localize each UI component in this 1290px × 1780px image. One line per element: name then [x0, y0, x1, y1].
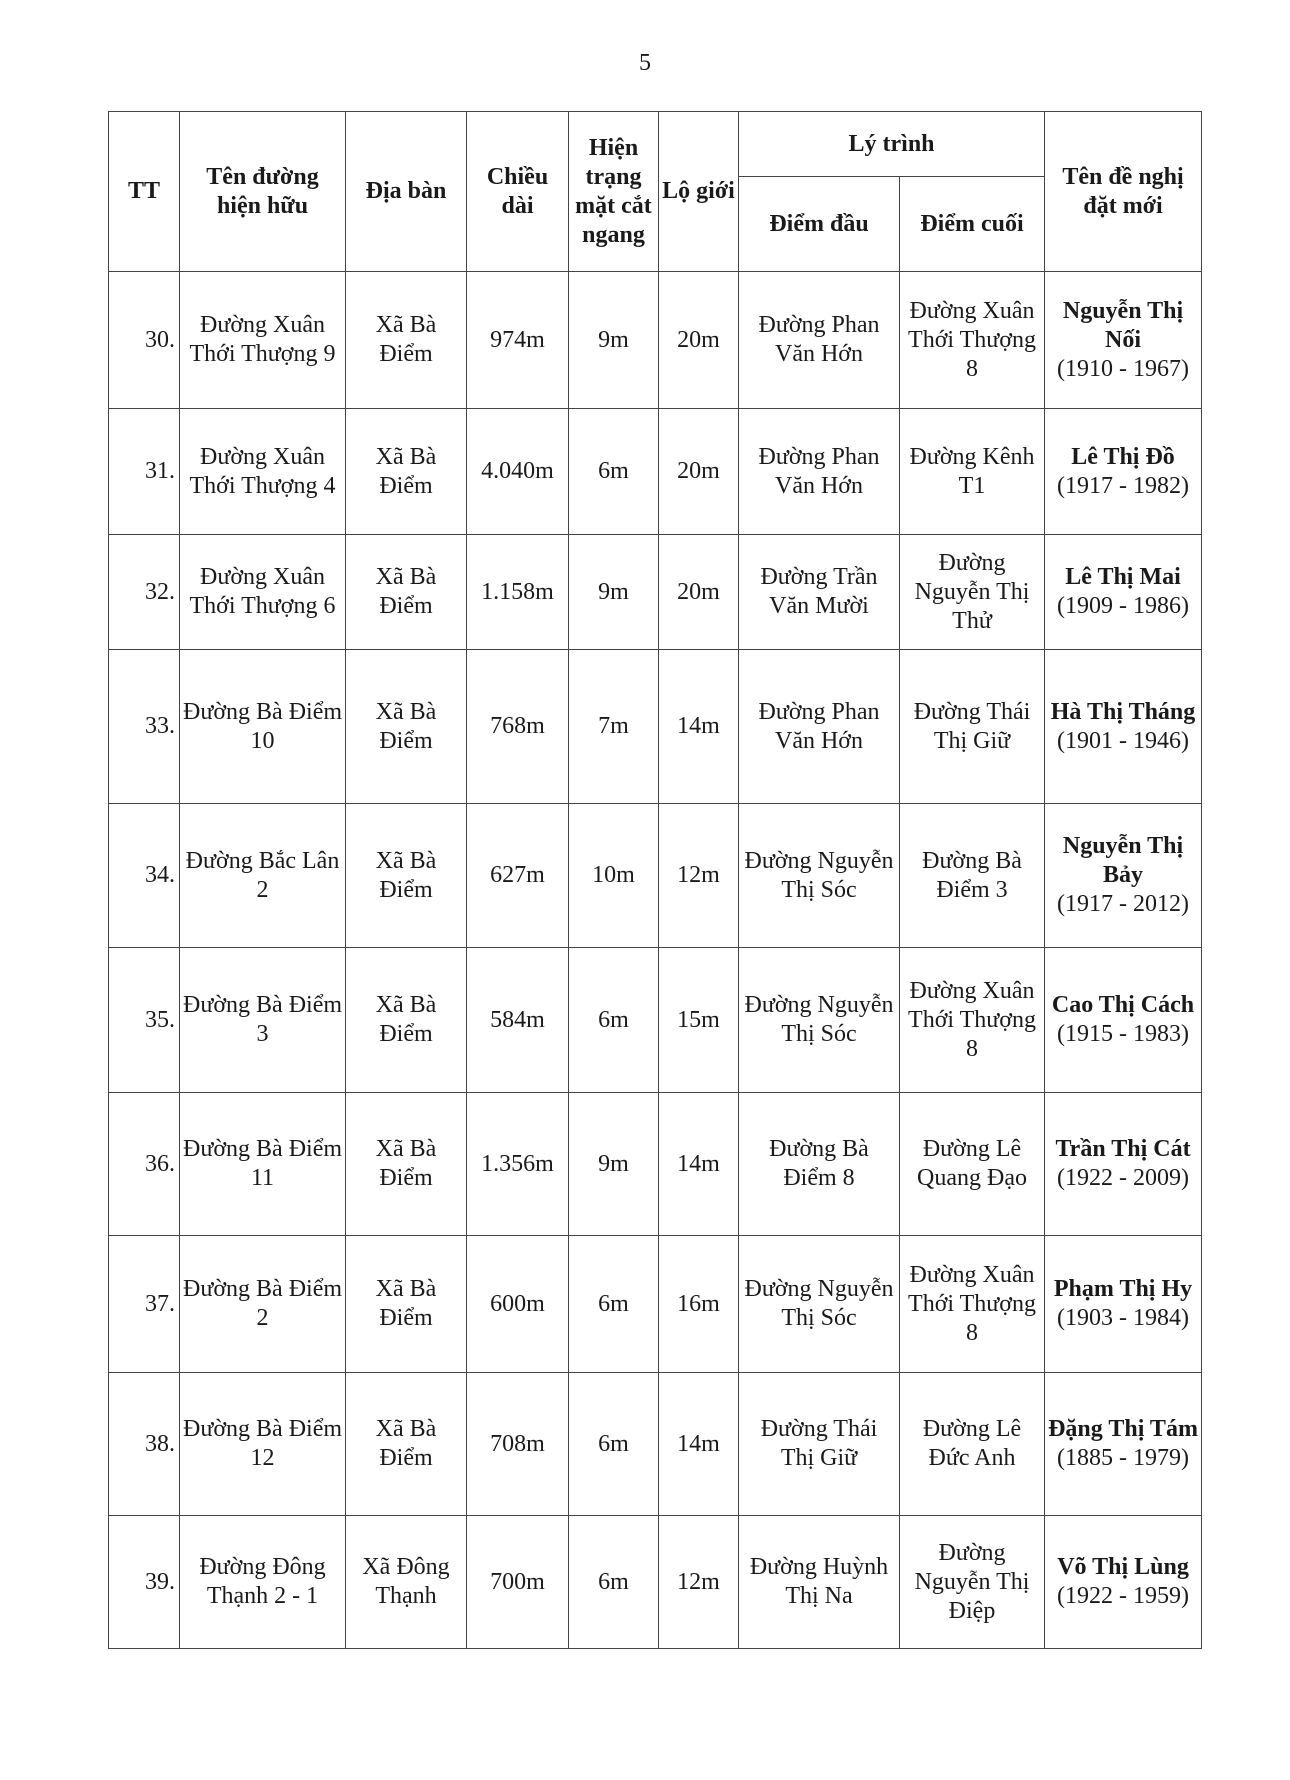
row-start-point: Đường Bà Điểm 8 [739, 1093, 900, 1236]
row-cross-section: 6m [569, 948, 659, 1093]
row-road: Đường Xuân Thới Thượng 6 [180, 535, 346, 650]
table-row [109, 1516, 1202, 1649]
row-new-name-cell [1045, 650, 1202, 804]
row-road: Đường Xuân Thới Thượng 9 [180, 272, 346, 409]
row-area: Xã Bà Điểm [346, 948, 467, 1093]
row-new-name-cell [1045, 272, 1202, 409]
table-row [109, 409, 1202, 535]
row-cross-section: 7m [569, 650, 659, 804]
row-area: Xã Bà Điểm [346, 535, 467, 650]
row-new-name: Lê Thị Mai [1065, 564, 1181, 590]
row-new-name-cell [1045, 1236, 1202, 1373]
header-diem-cuoi: Điểm cuối [900, 177, 1045, 272]
row-length: 768m [467, 650, 569, 804]
row-tt: 37. [109, 1236, 180, 1373]
row-years: (1909 - 1986) [1057, 593, 1189, 619]
row-tt: 33. [109, 650, 180, 804]
header-ten-duong: Tên đường hiện hữu [180, 112, 346, 272]
row-length: 1.158m [467, 535, 569, 650]
row-road-width: 20m [659, 409, 739, 535]
row-start-point: Đường Nguyễn Thị Sóc [739, 804, 900, 948]
row-end-point: Đường Nguyễn Thị Thử [900, 535, 1045, 650]
table-row [109, 650, 1202, 804]
row-road: Đường Xuân Thới Thượng 4 [180, 409, 346, 535]
table-row [109, 1373, 1202, 1516]
row-new-name: Trần Thị Cát [1055, 1136, 1191, 1162]
row-end-point: Đường Xuân Thới Thượng 8 [900, 948, 1045, 1093]
row-area: Xã Bà Điểm [346, 1373, 467, 1516]
table-row [109, 948, 1202, 1093]
row-new-name: Võ Thị Lùng [1057, 1554, 1189, 1580]
row-road-width: 16m [659, 1236, 739, 1373]
table-row [109, 1093, 1202, 1236]
row-road: Đường Bà Điểm 3 [180, 948, 346, 1093]
row-new-name-cell [1045, 948, 1202, 1093]
table-body [109, 272, 1202, 1649]
street-naming-table [108, 111, 1202, 1649]
row-new-name-cell [1045, 1516, 1202, 1649]
row-start-point: Đường Nguyễn Thị Sóc [739, 1236, 900, 1373]
row-years: (1885 - 1979) [1057, 1445, 1189, 1471]
row-tt: 34. [109, 804, 180, 948]
row-start-point: Đường Nguyễn Thị Sóc [739, 948, 900, 1093]
row-start-point: Đường Phan Văn Hớn [739, 650, 900, 804]
row-start-point: Đường Thái Thị Giữ [739, 1373, 900, 1516]
header-chieu-dai: Chiều dài [467, 112, 569, 272]
row-cross-section: 9m [569, 535, 659, 650]
row-new-name-cell [1045, 535, 1202, 650]
row-new-name: Nguyễn Thị Nối [1062, 297, 1184, 353]
row-road-width: 12m [659, 1516, 739, 1649]
row-start-point: Đường Trần Văn Mười [739, 535, 900, 650]
row-area: Xã Bà Điểm [346, 804, 467, 948]
row-road: Đường Đông Thạnh 2 - 1 [180, 1516, 346, 1649]
row-years: (1922 - 1959) [1057, 1583, 1189, 1609]
row-tt: 31. [109, 409, 180, 535]
row-new-name-cell [1045, 804, 1202, 948]
row-area: Xã Bà Điểm [346, 1093, 467, 1236]
row-end-point: Đường Xuân Thới Thượng 8 [900, 1236, 1045, 1373]
row-tt: 35. [109, 948, 180, 1093]
row-road: Đường Bà Điểm 12 [180, 1373, 346, 1516]
row-road-width: 14m [659, 1373, 739, 1516]
row-new-name-cell [1045, 409, 1202, 535]
row-new-name: Nguyễn Thị Bảy [1062, 833, 1184, 888]
row-start-point: Đường Phan Văn Hớn [739, 409, 900, 535]
row-cross-section: 10m [569, 804, 659, 948]
row-new-name: Hà Thị Tháng [1050, 698, 1196, 725]
page-number: 5 [639, 50, 651, 76]
row-years: (1917 - 2012) [1057, 891, 1189, 917]
row-cross-section: 6m [569, 1373, 659, 1516]
row-new-name: Đặng Thị Tám [1048, 1416, 1198, 1442]
row-road-width: 15m [659, 948, 739, 1093]
row-road-width: 12m [659, 804, 739, 948]
row-length: 584m [467, 948, 569, 1093]
row-tt: 38. [109, 1373, 180, 1516]
row-years: (1910 - 1967) [1057, 355, 1189, 382]
row-road: Đường Bà Điểm 10 [180, 650, 346, 804]
row-road-width: 14m [659, 650, 739, 804]
header-ly-trinh: Lý trình [739, 112, 1045, 177]
header-lo-gioi: Lộ giới [659, 112, 739, 272]
row-years: (1915 - 1983) [1057, 1021, 1189, 1047]
row-road-width: 20m [659, 272, 739, 409]
row-new-name: Lê Thị Đồ [1071, 443, 1175, 470]
row-length: 1.356m [467, 1093, 569, 1236]
row-road: Đường Bắc Lân 2 [180, 804, 346, 948]
row-tt: 39. [109, 1516, 180, 1649]
row-area: Xã Đông Thạnh [346, 1516, 467, 1649]
row-length: 4.040m [467, 409, 569, 535]
row-area: Xã Bà Điểm [346, 272, 467, 409]
header-ten-de-nghi: Tên đề nghị đặt mới [1045, 112, 1202, 272]
table-row [109, 272, 1202, 409]
row-new-name-cell [1045, 1373, 1202, 1516]
row-end-point: Đường Lê Đức Anh [900, 1373, 1045, 1516]
row-road: Đường Bà Điểm 11 [180, 1093, 346, 1236]
table-row [109, 535, 1202, 650]
row-new-name: Cao Thị Cách [1051, 992, 1195, 1018]
header-dia-ban: Địa bàn [346, 112, 467, 272]
row-years: (1903 - 1984) [1057, 1305, 1189, 1331]
row-area: Xã Bà Điểm [346, 409, 467, 535]
row-cross-section: 9m [569, 1093, 659, 1236]
row-cross-section: 9m [569, 272, 659, 409]
row-cross-section: 6m [569, 1236, 659, 1373]
row-road: Đường Bà Điểm 2 [180, 1236, 346, 1373]
row-end-point: Đường Nguyễn Thị Điệp [900, 1516, 1045, 1649]
row-years: (1917 - 1982) [1057, 472, 1189, 499]
row-tt: 36. [109, 1093, 180, 1236]
row-tt: 32. [109, 535, 180, 650]
row-area: Xã Bà Điểm [346, 650, 467, 804]
row-end-point: Đường Xuân Thới Thượng 8 [900, 272, 1045, 409]
header-hien-trang: Hiện trạng mặt cắt ngang [569, 112, 659, 272]
row-end-point: Đường Bà Điểm 3 [900, 804, 1045, 948]
row-road-width: 20m [659, 535, 739, 650]
row-length: 627m [467, 804, 569, 948]
row-length: 974m [467, 272, 569, 409]
row-years: (1901 - 1946) [1057, 727, 1189, 754]
table-header [109, 112, 1202, 272]
row-new-name-cell [1045, 1093, 1202, 1236]
row-end-point: Đường Lê Quang Đạo [900, 1093, 1045, 1236]
row-tt: 30. [109, 272, 180, 409]
row-length: 600m [467, 1236, 569, 1373]
header-tt: TT [109, 112, 180, 272]
header-diem-dau: Điểm đầu [739, 177, 900, 272]
row-new-name: Phạm Thị Hy [1053, 1276, 1193, 1302]
table-row [109, 1236, 1202, 1373]
row-cross-section: 6m [569, 409, 659, 535]
row-cross-section: 6m [569, 1516, 659, 1649]
row-start-point: Đường Phan Văn Hớn [739, 272, 900, 409]
row-end-point: Đường Kênh T1 [900, 409, 1045, 535]
table-row [109, 804, 1202, 948]
row-end-point: Đường Thái Thị Giữ [900, 650, 1045, 804]
row-length: 700m [467, 1516, 569, 1649]
row-years: (1922 - 2009) [1057, 1165, 1189, 1191]
row-length: 708m [467, 1373, 569, 1516]
row-area: Xã Bà Điểm [346, 1236, 467, 1373]
row-start-point: Đường Huỳnh Thị Na [739, 1516, 900, 1649]
row-road-width: 14m [659, 1093, 739, 1236]
